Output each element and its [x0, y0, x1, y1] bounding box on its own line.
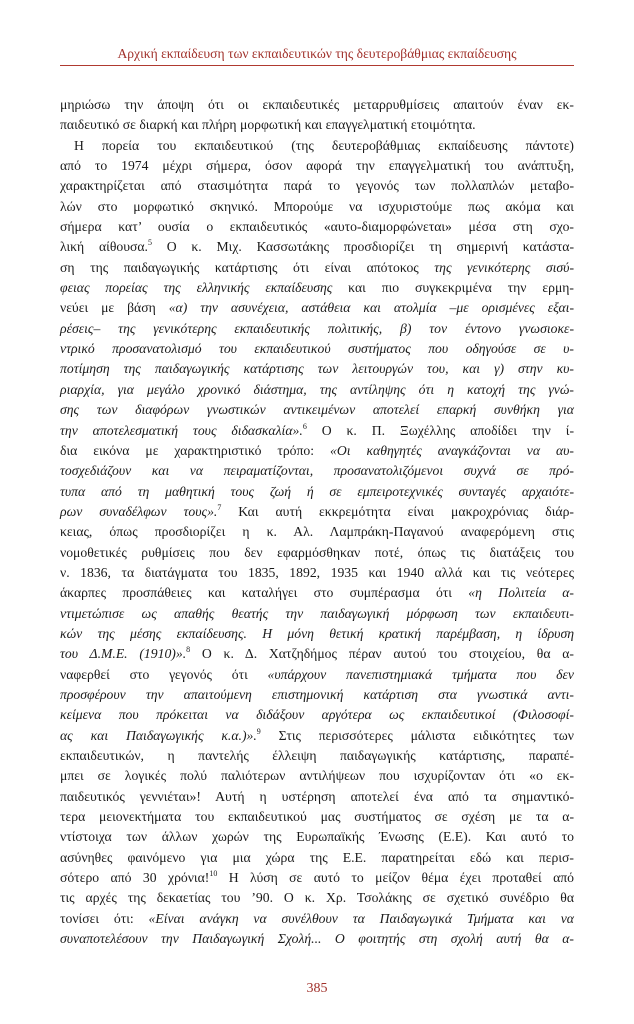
text-line: παιδευτικός γεννιέται»! Αυτή η υστέρηση αποτελεί ένα από τα σημαντικό- — [60, 788, 574, 804]
text-line: φειας πορείας της ελληνικής εκπαίδευσης και πιο συγκεκριμένα την ερμη- — [60, 280, 574, 296]
text-line: μηριώσω την άποψη ότι οι εκπαιδευτικές μεταρρυθμίσεις απαιτούν έναν εκ- — [60, 97, 574, 112]
text-line: ρέσεις– της γενικότερης εκπαιδευτικής πολιτικής, β) τον έντονο γνωσιοκε- — [60, 320, 574, 336]
text-line: κειας, όπως προσδιορίζει η κ. Αλ. Λαμπράκη-Παγανού αναφερόμενη στις — [60, 524, 574, 540]
text-line: ντρικό προσανατολισμό του εκπαιδευτικού συστήματος που οδηγούσε σε υ- — [60, 341, 574, 357]
text-line: ν. 1836, τα διατάγματα του 1835, 1892, 1935 και 1940 αλλά και τις νεότερες — [60, 564, 574, 580]
text-line: νεύει με βάση «α) την ασυνέχεια, αστάθεια και ατολμία –με ορισμένες εξαι- — [60, 300, 574, 316]
text-line: την αποτελεσματική τους διδασκαλία».$^6$ Ο κ. Π. Ξωχέλλης αποδίδει την ί- — [60, 421, 575, 438]
text-line: ντίστοιχα των άλλων χωρών της Ευρωπαϊκής Ένωσης (Ε.Ε). Και αυτό το — [60, 829, 574, 845]
text-line: τις αρχές της δεκαετίας του ’90. Ο κ. Χρ. Τσολάκης σε σχετικό συνέδριο θα — [60, 890, 574, 906]
running-head: Αρχική εκπαίδευση των εκπαιδευτικών της δευτεροβάθμιας εκπαίδευσης — [117, 46, 517, 61]
text-line: λών στο μορφωτικό σκηνικό. Μπορούμε να ισχυριστούμε πως ακόμα και — [60, 198, 574, 214]
text-line: Η πορεία του εκπαιδευτικού (της δευτεροβάθμιας εκπαίδευσης πάντοτε) — [74, 137, 574, 153]
text-line: τονίσει ότι: «Είναι ανάγκη να συνέλθουν τα Παιδαγωγικά Τμήματα και να — [60, 910, 574, 926]
text-line: τερα μειονεκτήματα του εκπαιδευτικού μας συστήματος σε σχέση με τα α- — [60, 809, 574, 825]
text-line: ντιμετώπισε ως απαθής θεατής την παιδαγωγική μόρφωση των εκπαιδευτι- — [60, 605, 574, 621]
text-line: ας και Παιδαγωγικής κ.α.)».$^9$ Στις περισσότερες μάλιστα ειδικότητες των — [60, 726, 574, 743]
text-line: προσφέρουν την απαιτούμενη επιστημονική κατάρτιση στα γνωστικά αντι- — [60, 686, 574, 702]
footnote-ref: 5 — [147, 238, 152, 248]
text-line: λική αίθουσα.$^5$ Ο κ. Μιχ. Κασσωτάκης προσδιορίζει τη σημερινή κατάστα- — [60, 238, 574, 255]
text-line: ναφερθεί στο γεγονός ότι «υπάρχουν πανεπιστημιακά τμήματα που δεν — [60, 666, 574, 682]
text-line: ασύνηθες φαινόμενο για μια χώρα της Ε.Ε. παρατηρείται εδώ και περισ- — [60, 849, 574, 865]
footnote-ref: 8 — [186, 645, 191, 655]
page-number: 385 — [306, 981, 328, 996]
footnote-ref: 6 — [302, 421, 307, 431]
text-line: κείμενα που πρόκειται να διδάξουν αργότερα ως εκπαιδευτικοί (Φιλοσοφί- — [60, 707, 574, 723]
text-line: από το 1974 μέχρι σήμερα, όσον αφορά την επαγγελματική του ανάπτυξη, — [60, 158, 574, 174]
text-line: δια εικόνα με χαρακτηριστικό τρόπο: «Οι καθηγητές αναγκάζονται να αυ- — [60, 442, 574, 458]
text-line: τυπα από τη μαθητική τους ζωή ή σε εμπειροτεχνικές συνταγές αρχαιότε- — [60, 483, 574, 499]
text-line: τοσχεδιάζουν και να πειραματίζονται, προσανατολιζόμενοι συχνά σε πρό- — [60, 463, 574, 479]
text-line: του Δ.Μ.Ε. (1910)».$^8$ Ο κ. Δ. Χατζηδήμος πέραν αυτού του στοιχείου, θα α- — [60, 645, 574, 662]
text-line: ση της παιδαγωγικής κατάρτισης ότι είναι απότοκος της γενικότερης σισύ- — [60, 259, 574, 275]
text-line: άκαρπες προσπάθειες και καταλήγει στο συμπέρασμα ότι «η Πολιτεία α- — [60, 585, 574, 601]
text-line: μπει σε λογικές πολύ παλιότερων αντιλήψεων που ισχυρίζονταν ότι «ο εκ- — [60, 768, 574, 784]
text-line: ριαρχία, για μεγάλο χρονικό διάστημα, της αντίληψης ότι η κατοχή της γνώ- — [60, 381, 574, 397]
text-line: συναποτελέσουν την Παιδαγωγική Σχολή... Ο φοιτητής στη σχολή αυτή θα α- — [60, 931, 574, 947]
text-line: παιδευτικό σε διαρκή και πλήρη μορφωτική και επαγγελματική ετοιμότητα. — [60, 117, 476, 133]
footnote-ref: 9 — [256, 726, 261, 736]
footnote-ref: 7 — [217, 502, 222, 512]
text-line: ποτίμηση της παιδαγωγικής κατάρτισης των λειτουργών του, και γ) στην κυ- — [60, 361, 574, 377]
text-line: σότερο από 30 χρόνια!$^{10}$ Η λύση σε αυτό το μείζον θέμα έχει προταθεί από — [60, 869, 574, 886]
text-line: σης των διαφόρων γνωστικών αντικειμένων αποτελεί επαρκή συνθήκη για — [60, 402, 574, 418]
text-line: σήμερα κατ’ ουσία ο εκπαιδευτικός «αυτο-διαμορφώνεται» μέσα στη σχο- — [60, 219, 574, 235]
text-line: χαρακτηρίζεται από στασιμότητα παρά το γεγονός των πολλαπλών μεταβο- — [60, 178, 574, 194]
text-line: κών της μέσης εκπαίδευσης. Η μόνη θετική κρατική παρέμβαση, η ίδρυση — [60, 625, 574, 641]
text-line: εκπαιδευτικών, η παντελής έλλειψη παιδαγωγικής κατάρτισης, παραπέ- — [60, 748, 574, 763]
text-line: νομοθετικές ρυθμίσεις που δεν εφαρμόσθηκαν ποτέ, όπως τις διατάξεις του — [60, 544, 574, 560]
header-rule — [60, 65, 574, 66]
text-line: ρων συναδέλφων τους».$^7$ Και αυτή εκκρεμότητα είναι μακροχρόνιας διάρ- — [60, 502, 574, 519]
footnote-ref: 10 — [209, 869, 218, 879]
body-text — [60, 95, 574, 949]
